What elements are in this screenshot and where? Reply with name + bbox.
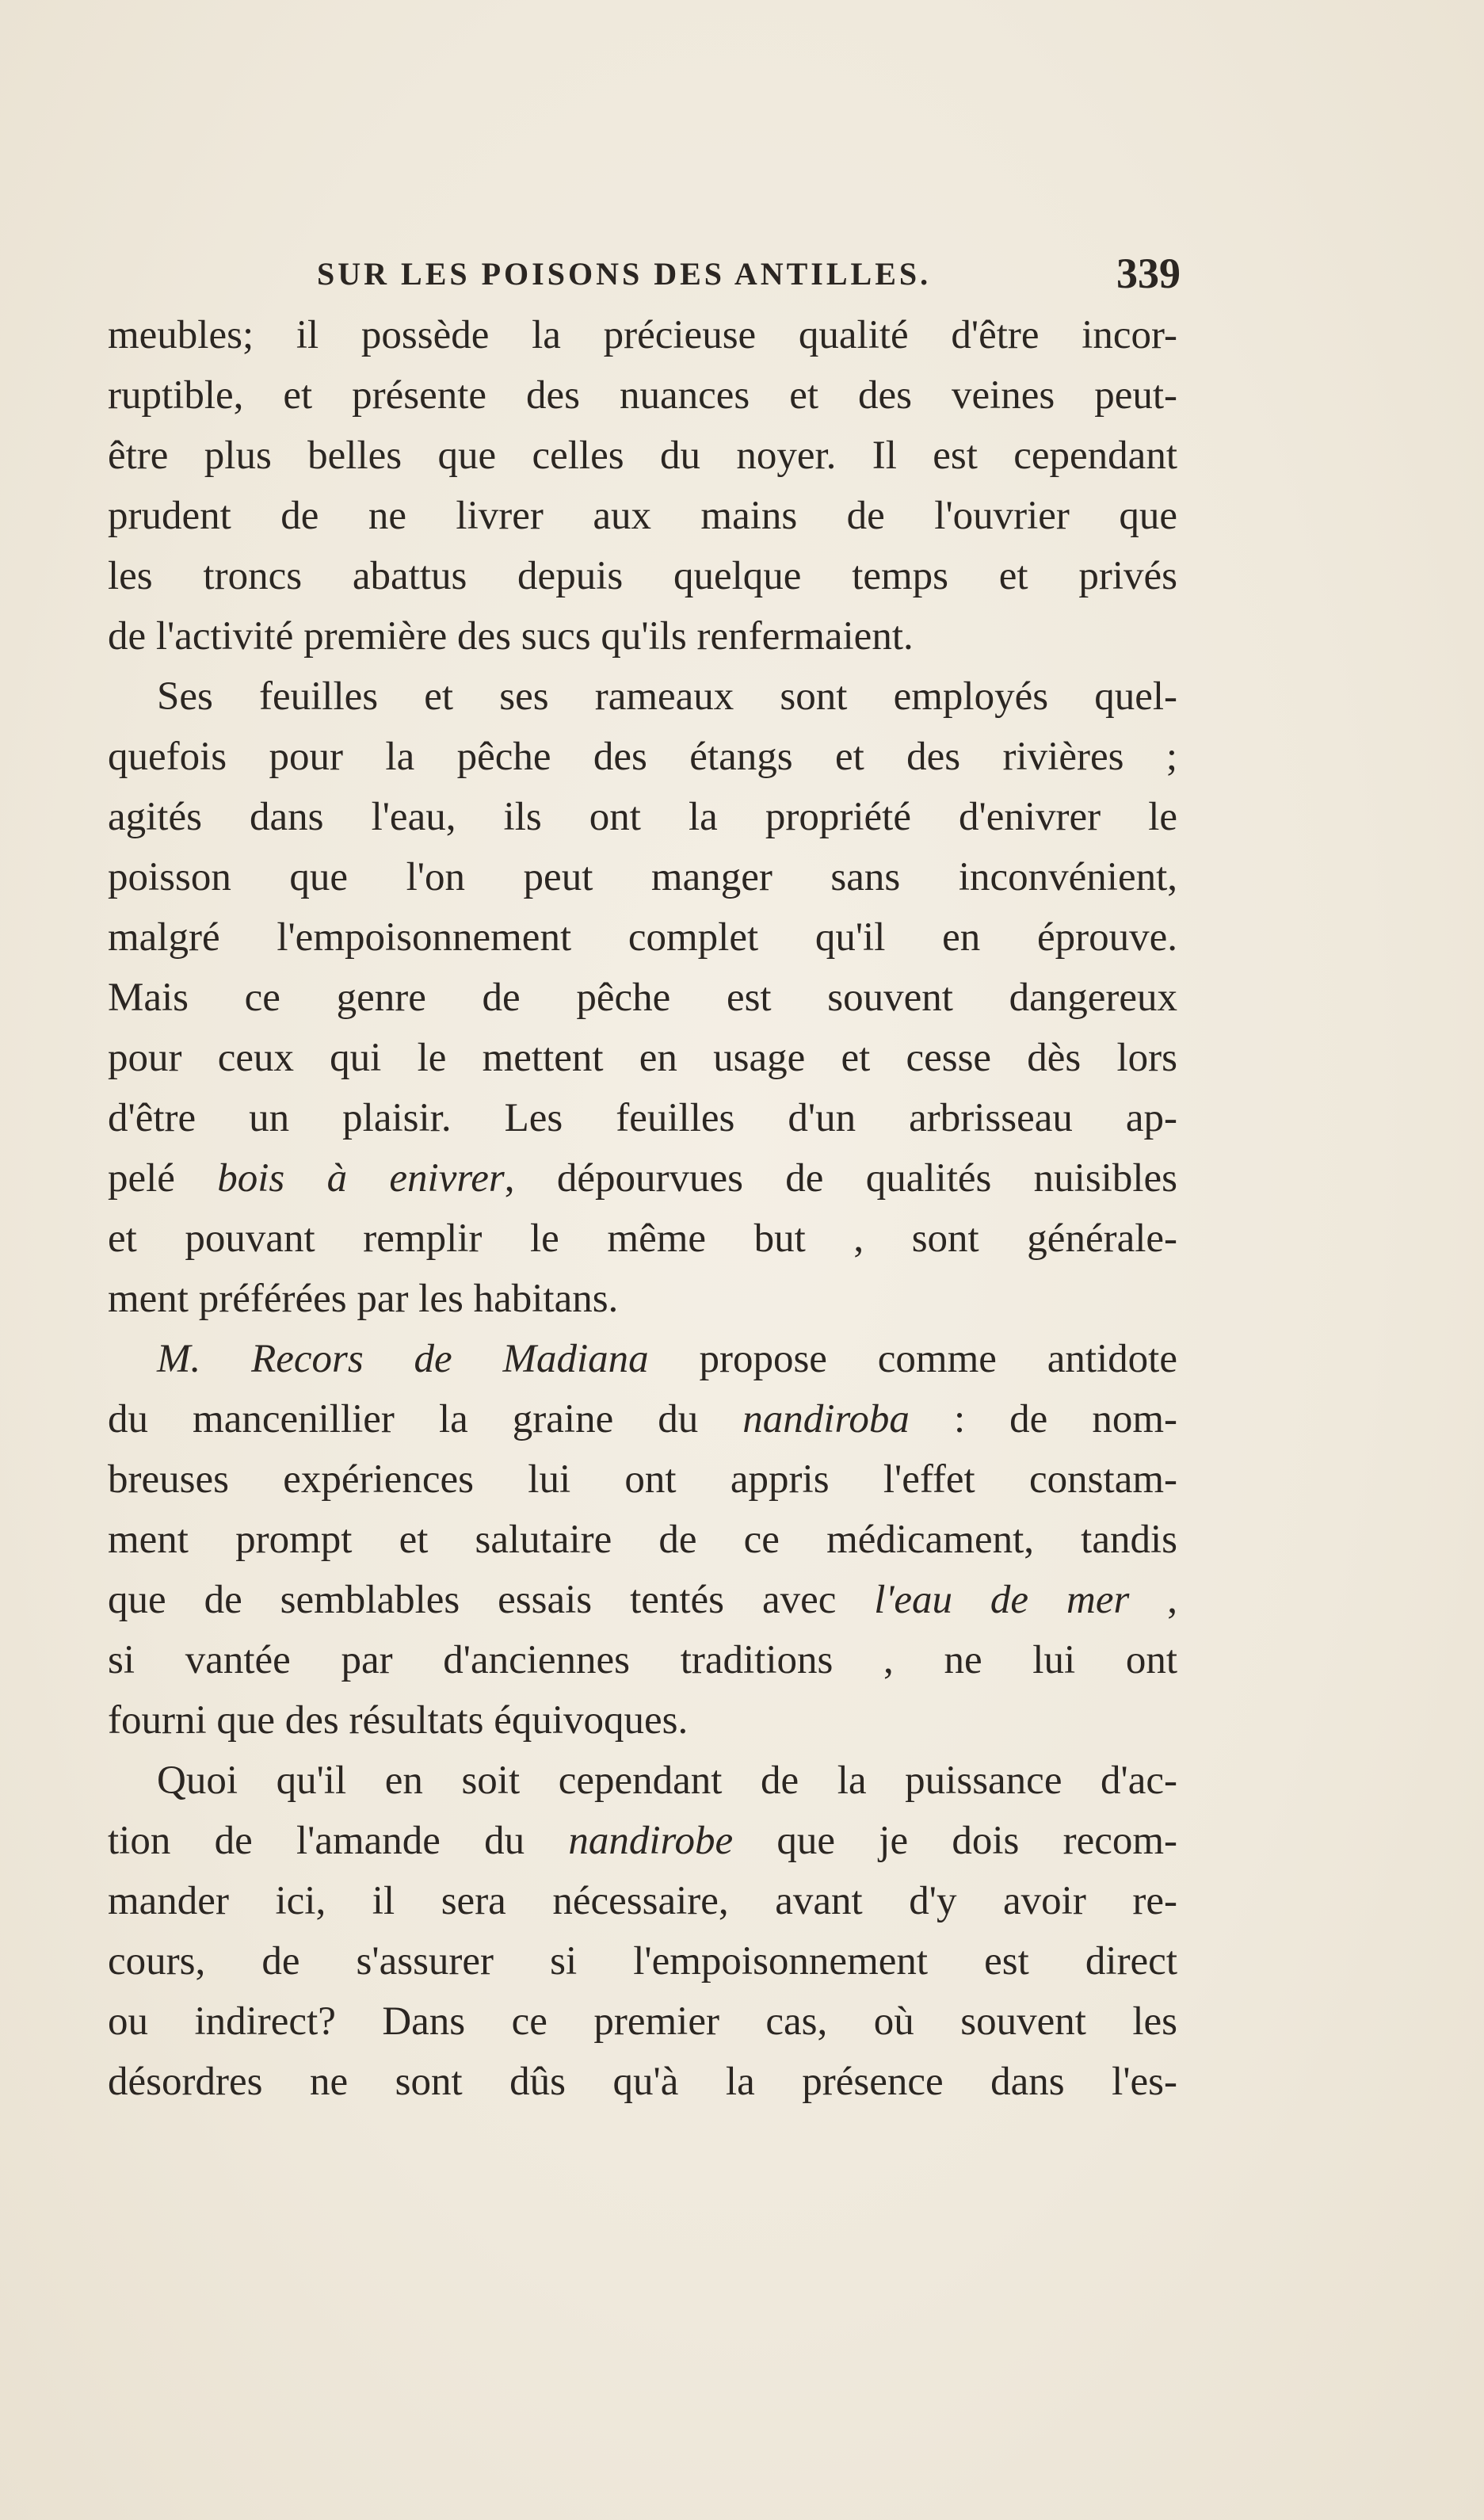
text-line: breuses expériences lui ont appris l'effet constam- xyxy=(108,1457,1177,1502)
text-line: ruptible, et présente des nuances et des veines peut- xyxy=(108,373,1177,418)
text-line: ou indirect? Dans ce premier cas, où souvent les xyxy=(108,1999,1177,2044)
text-line: de l'activité première des sucs qu'ils renfermaient. xyxy=(108,614,914,659)
italic-term: l'eau de mer xyxy=(874,1578,1130,1622)
text-line: Ses feuilles et ses rameaux sont employés quel- xyxy=(157,674,1177,719)
text-line: Quoi qu'il en soit cependant de la puissance d'ac- xyxy=(157,1758,1177,1803)
page-header xyxy=(111,238,1181,301)
text-line: meubles; il possède la précieuse qualité d'être incor- xyxy=(108,313,1177,357)
text-line: et pouvant remplir le même but , sont générale- xyxy=(108,1216,1177,1261)
text-line: prudent de ne livrer aux mains de l'ouvrier que xyxy=(108,494,1177,538)
italic-term: nandirobe xyxy=(568,1819,734,1863)
italic-name: M. Recors de Madiana xyxy=(157,1337,649,1381)
text-line: pour ceux qui le mettent en usage et cesse dès lors xyxy=(108,1036,1177,1080)
text-line: malgré l'empoisonnement complet qu'il en éprouve. xyxy=(108,915,1177,960)
text-line: si vantée par d'anciennes traditions , ne lui ont xyxy=(108,1638,1177,1682)
running-title: SUR LES POISONS DES ANTILLES. xyxy=(317,256,932,292)
text-line: poisson que l'on peut manger sans inconvénient, xyxy=(108,855,1177,899)
text-line: agités dans l'eau, ils ont la propriété d'enivrer le xyxy=(108,795,1177,839)
text-line: fourni que des résultats équivoques. xyxy=(108,1698,689,1743)
body-text xyxy=(108,305,1177,2112)
text-line: quefois pour la pêche des étangs et des rivières ; xyxy=(108,735,1177,779)
text-line: tion de l'amande du nandirobe que je dois recom- xyxy=(108,1819,1177,1863)
text-line: M. Recors de Madiana propose comme antidote xyxy=(157,1337,1177,1381)
italic-term: nandiroba xyxy=(742,1397,910,1441)
text-line: Mais ce genre de pêche est souvent dangereux xyxy=(108,976,1177,1020)
text-line: les troncs abattus depuis quelque temps et privés xyxy=(108,554,1177,598)
text-line: d'être un plaisir. Les feuilles d'un arbrisseau ap- xyxy=(108,1096,1177,1140)
text-line: pelé bois à enivrer, dépourvues de qualités nuisibles xyxy=(108,1156,1177,1201)
text-line: désordres ne sont dûs qu'à la présence dans l'es- xyxy=(108,2060,1177,2104)
text-line: du mancenillier la graine du nandiroba : de nom- xyxy=(108,1397,1177,1441)
text-line: que de semblables essais tentés avec l'eau de mer , xyxy=(108,1578,1177,1622)
italic-term: bois à enivrer xyxy=(217,1156,505,1201)
text-line: mander ici, il sera nécessaire, avant d'y avoir re- xyxy=(108,1879,1177,1923)
text-line: ment préférées par les habitans. xyxy=(108,1277,619,1321)
page-number: 339 xyxy=(1116,250,1181,297)
text-line: ment prompt et salutaire de ce médicament, tandis xyxy=(108,1518,1177,1562)
text-line: cours, de s'assurer si l'empoisonnement est direct xyxy=(108,1939,1177,1984)
text-line: être plus belles que celles du noyer. Il est cependant xyxy=(108,433,1177,478)
